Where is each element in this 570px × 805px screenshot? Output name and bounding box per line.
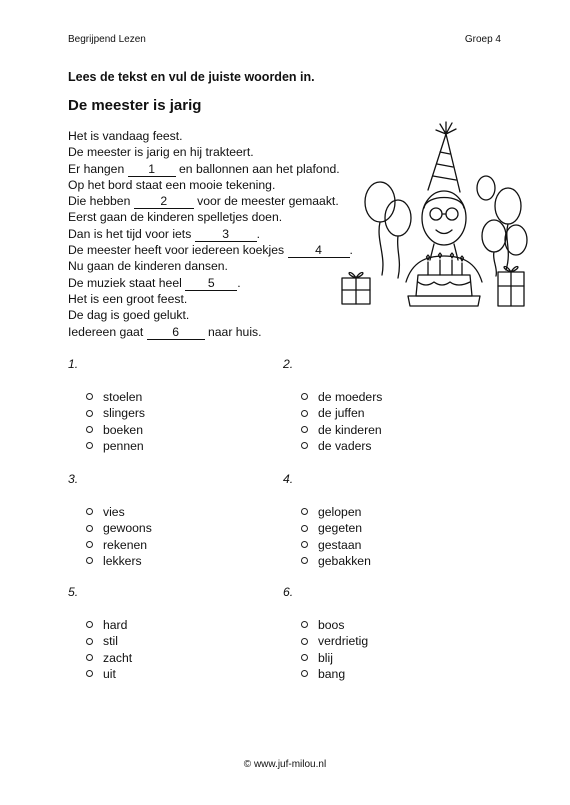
options-list <box>68 389 145 454</box>
story-text-segment: Het is vandaag feest. <box>68 129 183 143</box>
balloon-string <box>379 222 383 275</box>
teacher-hair <box>424 198 464 209</box>
story-line <box>68 161 353 177</box>
option-label: gelopen <box>318 505 362 519</box>
balloon-string <box>398 236 400 278</box>
radio-circle-icon[interactable] <box>301 426 308 433</box>
question-number: 4. <box>283 472 294 486</box>
radio-circle-icon[interactable] <box>86 621 93 628</box>
story-line <box>68 177 353 193</box>
question-block-3 <box>68 472 152 569</box>
story-text-segment: Dan is het tijd voor iets <box>68 226 195 241</box>
story-line <box>68 307 353 323</box>
story-text-segment: . <box>237 275 241 290</box>
cake-icing <box>418 282 470 285</box>
option-label: de kinderen <box>318 422 382 437</box>
question-number: 2. <box>283 357 294 371</box>
story-text-segment: Op het bord staat een mooie tekening. <box>68 177 276 192</box>
story-title: De meester is jarig <box>68 97 202 114</box>
story-line <box>68 324 353 340</box>
subject-label: Begrijpend Lezen <box>68 34 146 45</box>
story-text-segment: Die hebben <box>68 194 134 209</box>
option-label: boos <box>318 618 345 632</box>
option-item[interactable] <box>86 617 132 633</box>
radio-circle-icon[interactable] <box>301 508 308 515</box>
radio-circle-icon[interactable] <box>301 621 308 628</box>
options-list <box>68 617 132 682</box>
radio-circle-icon[interactable] <box>301 654 308 661</box>
story-line <box>68 226 353 242</box>
options-list <box>283 389 382 454</box>
present-ribbon <box>498 272 524 306</box>
balloon-string <box>494 252 497 276</box>
story-text-segment: Nu gaan de kinderen dansen. <box>68 259 228 274</box>
copyright-footer: © www.juf-milou.nl <box>243 759 327 770</box>
story-text-segment: . <box>256 226 261 241</box>
radio-circle-icon[interactable] <box>86 638 93 645</box>
radio-circle-icon[interactable] <box>301 393 308 400</box>
radio-circle-icon[interactable] <box>86 670 93 677</box>
option-label: de vaders <box>318 438 372 453</box>
option-item[interactable] <box>301 666 368 682</box>
question-number: 1. <box>68 357 79 371</box>
option-label: de juffen <box>318 406 365 421</box>
balloon-shape <box>495 188 521 224</box>
story-text-segment: De meester heeft voor iedereen koekjes <box>68 243 288 258</box>
option-item[interactable] <box>301 553 371 569</box>
options-list <box>283 504 371 569</box>
option-item[interactable] <box>86 504 152 520</box>
radio-circle-icon[interactable] <box>86 557 93 564</box>
option-item[interactable] <box>301 537 371 553</box>
radio-circle-icon[interactable] <box>86 426 93 433</box>
option-label: de moeders <box>318 390 383 404</box>
story-text-segment: voor de meester gemaakt. <box>193 194 339 209</box>
option-item[interactable] <box>86 422 145 438</box>
option-label: slingers <box>103 406 145 421</box>
story-line <box>68 128 353 144</box>
option-label: gebakken <box>318 553 371 568</box>
group-label: Groep 4 <box>464 34 501 45</box>
balloon-shape <box>477 176 495 200</box>
option-label: boeken <box>103 422 143 437</box>
option-item[interactable] <box>86 553 152 569</box>
radio-circle-icon[interactable] <box>301 442 308 449</box>
options-list <box>283 617 368 682</box>
story-text-segment: . <box>349 243 353 258</box>
option-item[interactable] <box>86 537 152 553</box>
answer-blank-4[interactable]: 4 <box>288 244 350 258</box>
option-label: blij <box>318 650 333 665</box>
option-item[interactable] <box>301 617 368 633</box>
cake-plate <box>408 296 480 306</box>
options-list <box>68 504 152 569</box>
party-hat <box>428 134 460 192</box>
option-label: lekkers <box>103 553 142 568</box>
option-item[interactable] <box>86 666 132 682</box>
story-line <box>68 144 353 160</box>
option-item[interactable] <box>86 438 145 454</box>
radio-circle-icon[interactable] <box>86 393 93 400</box>
present-ribbon <box>342 278 370 304</box>
glasses-left <box>430 208 442 220</box>
radio-circle-icon[interactable] <box>86 508 93 515</box>
party-hat-stripes <box>433 152 456 180</box>
answer-blank-3[interactable]: 3 <box>195 228 257 242</box>
birthday-teacher-illustration <box>336 110 536 320</box>
option-item[interactable] <box>86 520 152 536</box>
radio-circle-icon[interactable] <box>301 410 308 417</box>
question-number: 3. <box>68 472 79 486</box>
teacher-smile <box>436 230 452 234</box>
option-item[interactable] <box>86 633 132 649</box>
answer-blank-1[interactable]: 1 <box>128 163 176 177</box>
story-line <box>68 242 353 258</box>
option-label: pennen <box>103 438 144 453</box>
option-label: uit <box>103 666 116 681</box>
story-line <box>68 291 353 307</box>
answer-blank-2[interactable]: 2 <box>134 195 194 209</box>
story-text-segment: Iedereen gaat <box>68 324 147 339</box>
story-text-segment: De dag is goed gelukt. <box>68 308 190 323</box>
story-text-segment: De meester is jarig en hij trakteert. <box>68 145 254 160</box>
present-bow <box>349 273 363 278</box>
present-bow <box>504 267 518 272</box>
balloon-shape <box>482 220 506 252</box>
story-text <box>68 128 353 340</box>
story-line <box>68 209 353 225</box>
radio-circle-icon[interactable] <box>86 410 93 417</box>
option-item[interactable] <box>86 650 132 666</box>
radio-circle-icon[interactable] <box>301 557 308 564</box>
question-number: 5. <box>68 585 79 599</box>
question-block-4 <box>283 472 371 569</box>
question-number: 6. <box>283 585 294 599</box>
option-item[interactable] <box>301 422 382 438</box>
option-item[interactable] <box>301 650 368 666</box>
hat-pompom <box>436 122 456 134</box>
option-label: verdrietig <box>318 634 369 649</box>
instruction-text: Lees de tekst en vul de juiste woorden in. <box>68 70 315 84</box>
option-label: rekenen <box>103 537 148 552</box>
radio-circle-icon[interactable] <box>301 541 308 548</box>
question-block-2 <box>283 357 382 454</box>
option-item[interactable] <box>86 389 145 405</box>
option-item[interactable] <box>86 405 145 421</box>
balloon-shape <box>365 182 395 222</box>
option-label: vies <box>103 505 125 519</box>
radio-circle-icon[interactable] <box>86 654 93 661</box>
teacher-neck <box>430 244 458 260</box>
radio-circle-icon[interactable] <box>86 541 93 548</box>
question-block-1 <box>68 357 145 454</box>
option-item[interactable] <box>301 405 382 421</box>
option-item[interactable] <box>301 504 371 520</box>
story-line <box>68 193 353 209</box>
glasses-right <box>446 208 458 220</box>
option-label: gegeten <box>318 521 363 536</box>
question-block-6 <box>283 585 368 682</box>
story-text-segment: Er hangen <box>68 161 128 176</box>
option-label: stoelen <box>103 390 143 404</box>
story-text-segment: Het is een groot feest. <box>68 291 188 306</box>
radio-circle-icon[interactable] <box>301 525 308 532</box>
option-item[interactable] <box>301 520 371 536</box>
option-label: gewoons <box>103 521 152 536</box>
option-label: zacht <box>103 650 133 665</box>
radio-circle-icon[interactable] <box>301 638 308 645</box>
question-block-5 <box>68 585 132 682</box>
answer-blank-5[interactable]: 5 <box>185 277 237 291</box>
cake-candles <box>428 260 462 275</box>
story-text-segment: De muziek staat heel <box>68 275 186 290</box>
option-label: bang <box>318 666 346 681</box>
radio-circle-icon[interactable] <box>86 525 93 532</box>
teacher-head <box>422 191 466 245</box>
story-line <box>68 258 353 274</box>
story-line <box>68 275 353 291</box>
option-label: stil <box>103 634 118 649</box>
story-text-segment: naar huis. <box>204 324 262 339</box>
story-text-segment: Eerst gaan de kinderen spelletjes doen. <box>68 210 283 225</box>
radio-circle-icon[interactable] <box>86 442 93 449</box>
option-item[interactable] <box>301 438 382 454</box>
option-label: gestaan <box>318 537 362 552</box>
answer-blank-6[interactable]: 6 <box>147 326 205 340</box>
option-item[interactable] <box>301 389 382 405</box>
option-item[interactable] <box>301 633 368 649</box>
option-label: hard <box>103 618 128 632</box>
story-text-segment: en ballonnen aan het plafond. <box>175 161 340 176</box>
radio-circle-icon[interactable] <box>301 670 308 677</box>
